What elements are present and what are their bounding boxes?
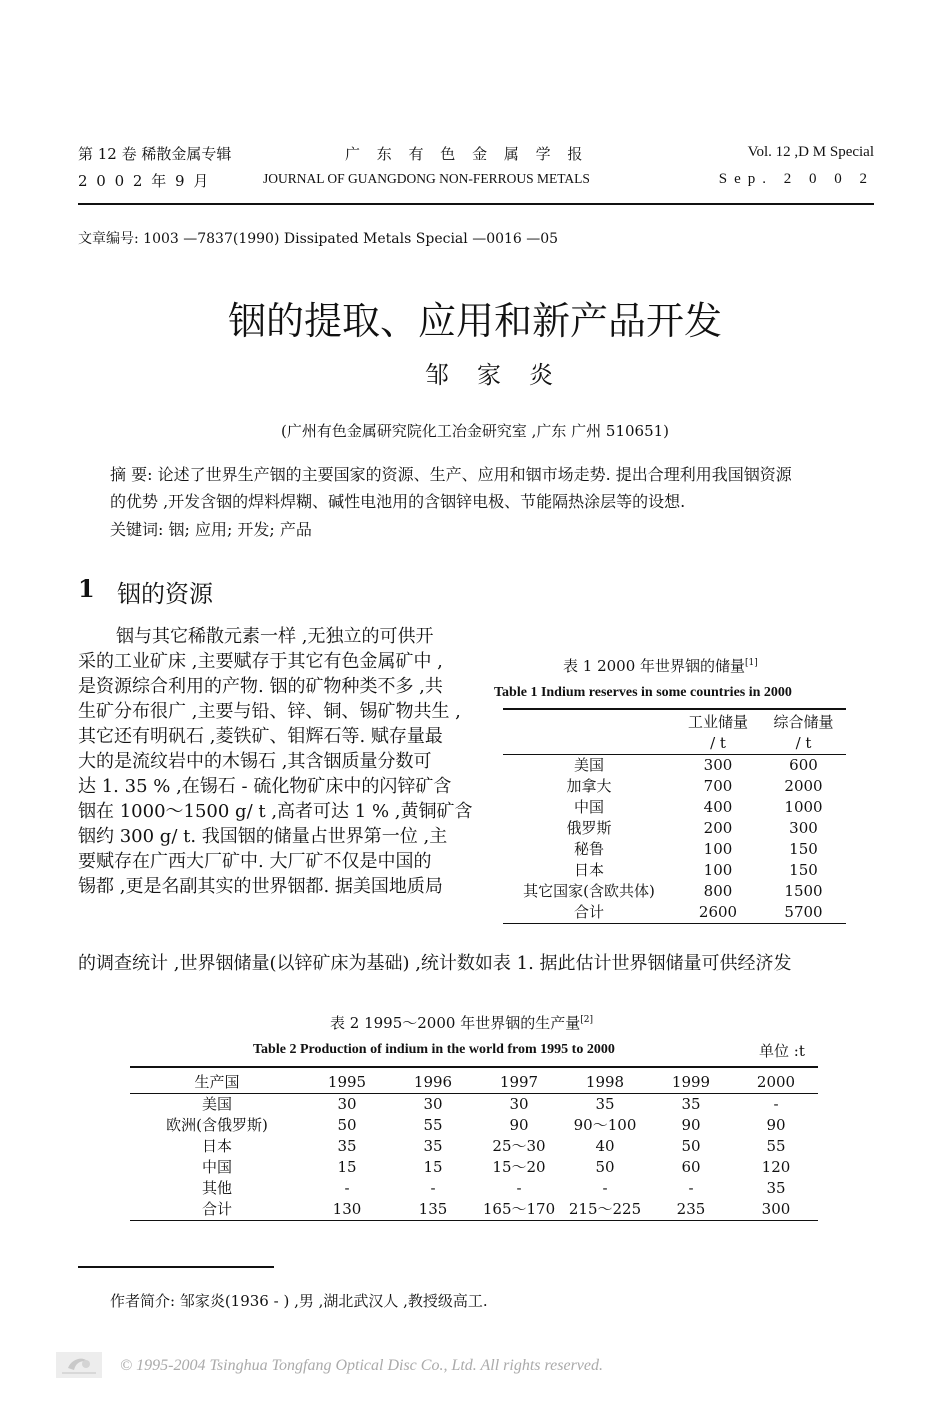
table2-caption-zh xyxy=(330,1012,593,1033)
table2-header-cell: 生产国 xyxy=(194,1073,240,1091)
table-row xyxy=(503,881,846,902)
table-cell: 欧洲(含俄罗斯) xyxy=(166,1116,268,1134)
table2-top-rule xyxy=(130,1066,818,1068)
body-full-line: 的调查统计 ,世界铟储量(以锌矿床为基础) ,统计数如表 1. 据此估计世界铟储量可供经济发 xyxy=(78,953,792,974)
table1-caption-text: 表 1 2000 年世界铟的储量 xyxy=(563,657,746,675)
table-cell: 25～30 xyxy=(492,1137,546,1155)
section-body xyxy=(78,624,473,899)
table-cell: 2600 xyxy=(698,903,738,921)
table-row xyxy=(130,1115,818,1136)
table-cell: 其他 xyxy=(201,1179,232,1197)
journal-date: 2 0 0 2 年 9 月 xyxy=(78,172,211,190)
table-cell: 合计 xyxy=(573,903,604,921)
journal-volume: 第 12 卷 稀散金属专辑 xyxy=(78,145,232,163)
table2-header-cell: 1998 xyxy=(585,1073,625,1091)
body-line: 大的是流纹岩中的木锡石 ,其含铟质量分数可 xyxy=(78,751,432,772)
table-cell: 50 xyxy=(595,1158,615,1176)
abstract-label: 摘 要: xyxy=(110,465,153,484)
body-line: 其它还有明矾石 ,菱铁矿、钼辉石等. 赋存量最 xyxy=(78,726,443,747)
table1-header-row xyxy=(503,712,846,733)
table-cell: 其它国家(含欧共体) xyxy=(523,882,655,900)
table2-header-cell: 2000 xyxy=(756,1073,796,1091)
table-cell: 135 xyxy=(418,1200,448,1218)
table-cell: 300 xyxy=(789,819,818,837)
table2 xyxy=(130,1072,818,1221)
table-row xyxy=(503,755,846,777)
author-name: 邹家炎 xyxy=(425,361,581,389)
table-cell: 300 xyxy=(761,1200,791,1218)
section-title: 铟的资源 xyxy=(117,580,213,608)
table-cell: 30 xyxy=(337,1095,357,1113)
table-cell: 15 xyxy=(337,1158,357,1176)
table1-header-empty xyxy=(503,712,675,733)
table-cell: 俄罗斯 xyxy=(566,819,612,837)
table-row xyxy=(503,818,846,839)
table-cell: 300 xyxy=(703,756,733,774)
table-cell: 1500 xyxy=(784,882,823,900)
table1-header-cell: 工业储量 xyxy=(687,713,748,731)
table-cell: 90 xyxy=(766,1116,786,1134)
journal-name-zh: 广 东 有 色 金 属 学 报 xyxy=(345,145,589,163)
table-row xyxy=(503,776,846,797)
table2-caption-text: 表 2 1995～2000 年世界铟的生产量 xyxy=(330,1014,581,1032)
table-cell: 2000 xyxy=(784,777,823,795)
table-cell: 215～225 xyxy=(568,1200,642,1218)
body-line: 铟与其它稀散元素一样 ,无独立的可供开 xyxy=(116,626,434,647)
body-line: 是资源综合利用的产物. 铟的矿物种类不多 ,共 xyxy=(78,676,443,697)
table-cell: 50 xyxy=(337,1116,357,1134)
body-line: 生矿分布很广 ,主要与铅、锌、铜、锡矿物共生 , xyxy=(78,701,461,722)
table-row xyxy=(130,1094,818,1116)
table-row xyxy=(503,839,846,860)
table-row xyxy=(130,1136,818,1157)
table-cell: 日本 xyxy=(573,861,604,879)
footnote-rule xyxy=(78,1266,274,1268)
table-row xyxy=(130,1178,818,1199)
table1 xyxy=(503,712,846,924)
table1-unit-cell: / t xyxy=(795,734,812,752)
table-cell: 35 xyxy=(423,1137,443,1155)
table-cell: 120 xyxy=(761,1158,791,1176)
table2-caption-en: Table 2 Production of indium in the world from 1995 to 2000 xyxy=(253,1042,615,1057)
table2-header-cell: 1995 xyxy=(327,1073,367,1091)
table-cell: 中国 xyxy=(201,1158,232,1176)
table-cell: 55 xyxy=(766,1137,786,1155)
table-cell: 1000 xyxy=(784,798,823,816)
table1-header-cell: 综合储量 xyxy=(773,713,834,731)
affiliation: (广州有色金属研究院化工冶金研究室 ,广东 广州 510651) xyxy=(280,422,670,440)
table-row xyxy=(130,1157,818,1178)
table1-top-rule xyxy=(503,708,846,710)
publisher-logo-icon xyxy=(56,1352,102,1378)
table1-caption-zh xyxy=(563,655,758,676)
table-cell: 60 xyxy=(681,1158,701,1176)
keywords: 关键词: 铟; 应用; 开发; 产品 xyxy=(110,520,312,539)
table-cell: 800 xyxy=(703,882,733,900)
table-row xyxy=(503,797,846,818)
abstract-text-2: 的优势 ,开发含铟的焊料焊糊、碱性电池用的含铟锌电极、节能隔热涂层等的设想. xyxy=(110,492,686,511)
table-cell: 加拿大 xyxy=(566,777,612,795)
table-cell: 700 xyxy=(703,777,733,795)
table-cell: 235 xyxy=(676,1200,706,1218)
header-rule xyxy=(78,203,874,205)
body-line: 要赋存在广西大厂矿中. 大厂矿不仅是中国的 xyxy=(78,851,432,872)
table2-unit: 单位 :t xyxy=(759,1042,805,1060)
table2-header-row xyxy=(130,1072,818,1094)
article-id: 文章编号: 1003 —7837(1990) Dissipated Metals Special —0016 —05 xyxy=(78,231,559,247)
table-cell: 美国 xyxy=(201,1095,232,1113)
table1-caption-en: Table 1 Indium reserves in some countries in 2000 xyxy=(494,685,792,700)
table-cell: 中国 xyxy=(573,798,604,816)
table-cell: 90 xyxy=(681,1116,701,1134)
table2-header-cell: 1997 xyxy=(499,1073,539,1091)
table-cell: - xyxy=(516,1179,522,1197)
table-cell: 秘鲁 xyxy=(573,840,604,858)
table-cell: 100 xyxy=(703,861,733,879)
table-cell: - xyxy=(602,1179,608,1197)
table-cell: 150 xyxy=(789,861,818,879)
journal-volume-en: Vol. 12 ,D M Special xyxy=(747,144,874,160)
body-line: 铟在 1000～1500 g/ t ,高者可达 1 % ,黄铜矿含 xyxy=(78,801,473,822)
body-line: 采的工业矿床 ,主要赋存于其它有色金属矿中 , xyxy=(78,651,443,672)
table-row xyxy=(503,902,846,924)
table-row xyxy=(130,1199,818,1221)
abstract-line-1 xyxy=(110,462,792,485)
table-cell: 100 xyxy=(703,840,733,858)
table-cell: 90 xyxy=(509,1116,529,1134)
table1-unit-row xyxy=(503,733,846,755)
table-cell: 400 xyxy=(703,798,733,816)
table-cell: 35 xyxy=(766,1179,786,1197)
table-cell: 合计 xyxy=(201,1200,232,1218)
body-line: 锡都 ,更是名副其实的世界铟都. 据美国地质局 xyxy=(78,876,443,897)
copyright-notice: © 1995-2004 Tsinghua Tongfang Optical Disc Co., Ltd. All rights reserved. xyxy=(120,1357,604,1374)
table2-ref: [2] xyxy=(580,1015,593,1025)
table-cell: 90～100 xyxy=(573,1116,637,1134)
journal-date-en: Sep. 2 0 0 2 xyxy=(718,171,874,187)
table-cell: 150 xyxy=(789,840,818,858)
table-cell: 15～20 xyxy=(492,1158,546,1176)
table-cell: 5700 xyxy=(784,903,823,921)
table-cell: 35 xyxy=(595,1095,615,1113)
table-cell: 130 xyxy=(332,1200,362,1218)
journal-name-en: JOURNAL OF GUANGDONG NON-FERROUS METALS xyxy=(263,171,590,186)
table-cell: 30 xyxy=(423,1095,443,1113)
table-cell: - xyxy=(773,1095,779,1113)
table-cell: 600 xyxy=(789,756,818,774)
table-cell: 55 xyxy=(423,1116,443,1134)
table-cell: 50 xyxy=(681,1137,701,1155)
table-cell: - xyxy=(344,1179,350,1197)
table-cell: 35 xyxy=(337,1137,357,1155)
table-cell: 日本 xyxy=(201,1137,232,1155)
body-line: 达 1. 35 % ,在锡石 - 硫化物矿床中的闪锌矿含 xyxy=(78,776,452,797)
table-row xyxy=(503,860,846,881)
table-cell: 15 xyxy=(423,1158,443,1176)
table-cell: 美国 xyxy=(573,756,604,774)
table-cell: 30 xyxy=(509,1095,529,1113)
abstract-text-1: 论述了世界生产铟的主要国家的资源、生产、应用和铟市场走势. 提出合理利用我国铟资源 xyxy=(157,465,792,484)
table2-header-cell: 1999 xyxy=(671,1073,711,1091)
section-number: 1 xyxy=(78,574,95,603)
body-line: 铟约 300 g/ t. 我国铟的储量占世界第一位 ,主 xyxy=(78,826,448,847)
table1-ref: [1] xyxy=(745,658,758,668)
table-cell: - xyxy=(688,1179,694,1197)
table2-header-cell: 1996 xyxy=(413,1073,453,1091)
paper-title: 铟的提取、应用和新产品开发 xyxy=(227,299,722,343)
table-cell: 40 xyxy=(595,1137,615,1155)
table1-unit-cell: / t xyxy=(710,734,726,752)
table1-unit-empty xyxy=(503,733,675,755)
table-cell: 165～170 xyxy=(482,1200,556,1218)
table-cell: 35 xyxy=(681,1095,701,1113)
table-cell: - xyxy=(430,1179,436,1197)
author-bio-footnote: 作者简介: 邹家炎(1936 - ) ,男 ,湖北武汉人 ,教授级高工. xyxy=(110,1292,488,1310)
table-cell: 200 xyxy=(703,819,733,837)
